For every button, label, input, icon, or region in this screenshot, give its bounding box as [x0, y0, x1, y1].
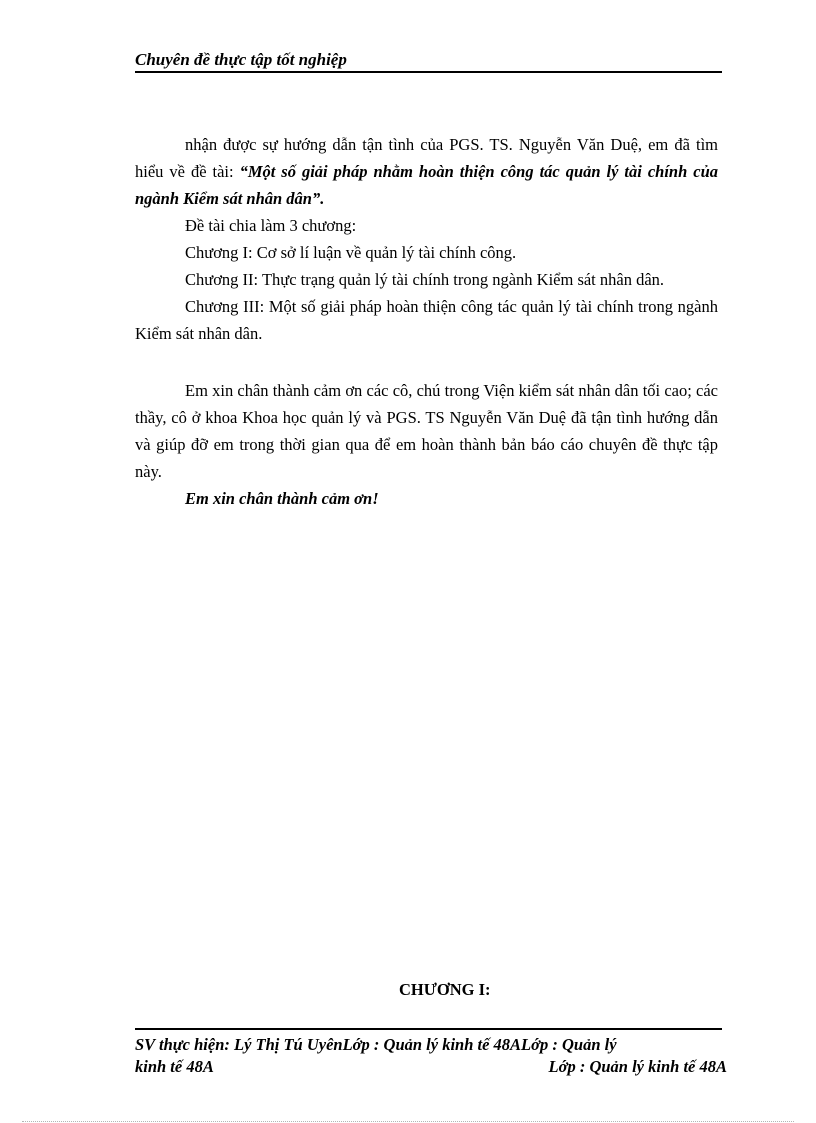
paragraph-gap	[135, 347, 718, 377]
thesis-topic: “Một số giải pháp nhằm hoàn thiện công tác quản lý tài chính của ngành Kiểm sát nhân dân”	[135, 162, 718, 208]
paragraph-intro	[135, 131, 718, 212]
intro-text: nhận được sự hướng dẫn tận tình của PGS. TS. Nguyễn Văn Duệ, em đã tìm hiểu về đề tài:	[135, 135, 718, 181]
intro-end: .	[320, 189, 325, 208]
footer-line-2	[135, 1056, 727, 1078]
paragraph-chapter-1: Chương I: Cơ sở lí luận về quản lý tài chính công.	[185, 243, 517, 262]
footer-line-2-right: Lớp : Quản lý kinh tế 48A	[548, 1057, 727, 1076]
paragraph-chapter-2: Chương II: Thực trạng quản lý tài chính trong ngành Kiểm sát nhân dân.	[185, 270, 665, 289]
paragraph-thanks: Em xin chân thành cảm ơn các cô, chú trong Viện kiểm sát nhân dân tối cao; các thầy, cô ở khoa Khoa học quản lý và PGS. TS Nguyễn Văn Duệ đã tận tình hướng dẫn và giúp đỡ em trong thời gian qua để em hoàn thành bản báo cáo chuyên đề thực tập này.	[135, 381, 718, 481]
document-body	[135, 131, 718, 512]
paragraph-chapter-count: Đề tài chia làm 3 chương:	[185, 216, 357, 235]
paragraph-chapter-3: Chương III: Một số giải pháp hoàn thiện công tác quản lý tài chính trong ngành Kiểm sát nhân dân.	[135, 297, 718, 343]
chapter-heading: CHƯƠNG I:	[399, 980, 491, 999]
page-bottom-dotted-line	[22, 1121, 794, 1122]
page-header-title: Chuyên đề thực tập tốt nghiệp	[135, 50, 347, 69]
footer-divider	[135, 1028, 722, 1030]
footer-line-2-left: kinh tế 48A	[135, 1057, 214, 1076]
paragraph-closing: Em xin chân thành cảm ơn!	[185, 489, 379, 508]
header-divider	[135, 71, 722, 73]
page-footer	[135, 1034, 727, 1078]
footer-line-1: SV thực hiện: Lý Thị Tú UyênLớp : Quản lý kinh tế 48ALớp : Quản lý	[135, 1035, 617, 1054]
